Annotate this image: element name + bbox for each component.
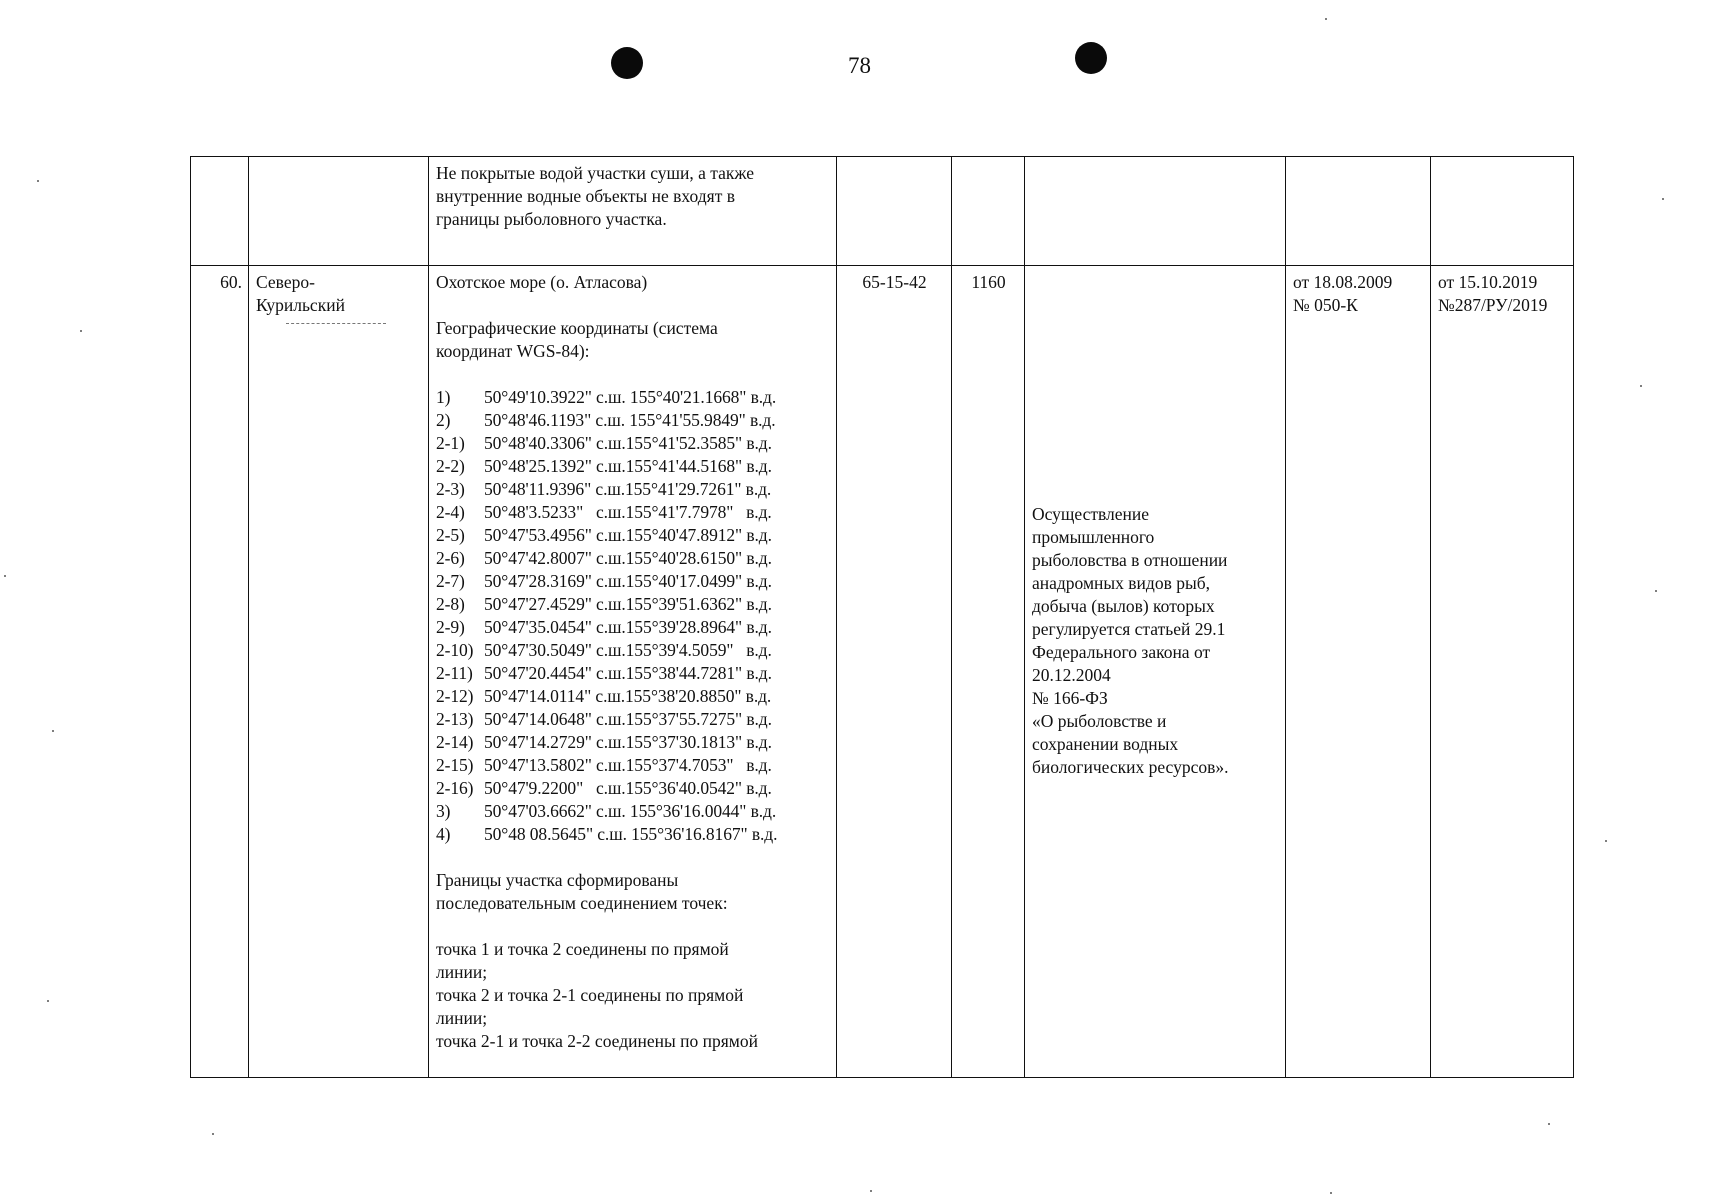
coordinate-list <box>436 386 830 846</box>
coordinate-value: 50°47'20.4454" с.ш.155°38'44.7281" в.д. <box>484 663 772 683</box>
code-cell <box>837 266 952 1078</box>
coordinate-label: 3) <box>436 801 451 821</box>
purpose-line: 20.12.2004 <box>1032 665 1111 685</box>
coordinate-row <box>436 455 830 478</box>
agreement-line: № 050-К <box>1293 295 1358 315</box>
coordinate-row <box>436 593 830 616</box>
purpose-cell <box>1025 266 1286 1078</box>
coordinate-label: 2-7) <box>436 571 465 591</box>
scan-speck <box>1655 590 1657 592</box>
scan-speck <box>47 1000 49 1002</box>
coordinate-value: 50°47'30.5049" с.ш.155°39'4.5059" в.д. <box>484 640 772 660</box>
coordinate-value: 50°48'40.3306" с.ш.155°41'52.3585" в.д. <box>484 433 772 453</box>
location-title: Охотское море (о. Атласова) <box>436 272 648 292</box>
purpose-cell <box>1025 157 1286 266</box>
coordinate-row <box>436 708 830 731</box>
description-cell <box>429 157 837 266</box>
coordinate-row <box>436 639 830 662</box>
coordinate-label: 1) <box>436 387 451 407</box>
scan-speck <box>870 1190 872 1192</box>
purpose-line: рыболовства в отношении <box>1032 550 1228 570</box>
punch-hole-right <box>1075 42 1107 74</box>
agreement-cell <box>1286 266 1431 1078</box>
coordinate-value: 50°48'11.9396" с.ш.155°41'29.7261" в.д. <box>484 479 772 499</box>
purpose-line: биологических ресурсов». <box>1032 757 1229 777</box>
coordinate-label: 2-12) <box>436 686 474 706</box>
scan-speck <box>4 575 6 577</box>
punch-hole-left <box>611 47 643 79</box>
coordinate-row <box>436 777 830 800</box>
coordinate-value: 50°47'14.0114" с.ш.155°38'20.8850" в.д. <box>484 686 772 706</box>
coordinate-value: 50°49'10.3922" с.ш. 155°40'21.1668" в.д. <box>484 387 777 407</box>
area-cell <box>952 266 1025 1078</box>
district-line: Курильский <box>256 295 345 315</box>
purpose-line: № 166-ФЗ <box>1032 688 1108 708</box>
coordinate-label: 2-5) <box>436 525 465 545</box>
coordinate-label: 2-8) <box>436 594 465 614</box>
coordinate-value: 50°48'25.1392" с.ш.155°41'44.5168" в.д. <box>484 456 772 476</box>
dashed-mark <box>286 323 386 324</box>
order-cell <box>1431 157 1574 266</box>
agreement-cell <box>1286 157 1431 266</box>
coordinate-value: 50°48'46.1193" с.ш. 155°41'55.9849" в.д. <box>484 410 776 430</box>
description-cell <box>429 266 837 1078</box>
code-cell <box>837 157 952 266</box>
coordinate-label: 2-2) <box>436 456 465 476</box>
purpose-line: добыча (вылов) которых <box>1032 596 1215 616</box>
coordinate-label: 2-6) <box>436 548 465 568</box>
area-cell <box>952 157 1025 266</box>
coordinate-row <box>436 570 830 593</box>
connection-line: точка 2-1 и точка 2-2 соединены по прямой <box>436 1031 758 1051</box>
coordinate-value: 50°47'27.4529" с.ш.155°39'51.6362" в.д. <box>484 594 772 614</box>
order-line: №287/РУ/2019 <box>1438 295 1548 315</box>
coordinate-label: 2-4) <box>436 502 465 522</box>
purpose-line: «О рыболовстве и <box>1032 711 1167 731</box>
row-index: 60. <box>220 272 242 292</box>
order-line: от 15.10.2019 <box>1438 272 1538 292</box>
district-cell <box>249 157 429 266</box>
coords-header-line: Географические координаты (система <box>436 318 718 338</box>
coordinate-label: 2-15) <box>436 755 474 775</box>
coordinate-row <box>436 524 830 547</box>
area-code: 65-15-42 <box>862 272 927 292</box>
coordinate-value: 50°47'13.5802" с.ш.155°37'4.7053" в.д. <box>484 755 772 775</box>
coordinate-value: 50°47'14.0648" с.ш.155°37'55.7275" в.д. <box>484 709 772 729</box>
purpose-line: Осуществление <box>1032 504 1150 524</box>
coordinate-row <box>436 754 830 777</box>
description-line: Не покрытые водой участки суши, а также <box>436 163 754 183</box>
scan-speck <box>1548 1123 1550 1125</box>
coordinate-row <box>436 662 830 685</box>
table-row-continuation <box>191 157 1574 266</box>
boundary-intro-line: Границы участка сформированы <box>436 870 679 890</box>
coordinate-row <box>436 800 830 823</box>
index-cell <box>191 157 249 266</box>
coordinate-row <box>436 823 830 846</box>
scan-speck <box>1330 1192 1332 1194</box>
index-cell <box>191 266 249 1078</box>
scan-speck <box>1662 198 1664 200</box>
coordinate-value: 50°47'42.8007" с.ш.155°40'28.6150" в.д. <box>484 548 772 568</box>
agreement-line: от 18.08.2009 <box>1293 272 1393 292</box>
coordinate-row <box>436 731 830 754</box>
district-cell <box>249 266 429 1078</box>
description-line: внутренние водные объекты не входят в <box>436 186 735 206</box>
boundary-intro-line: последовательным соединением точек: <box>436 893 728 913</box>
coordinate-value: 50°48'3.5233" с.ш.155°41'7.7978" в.д. <box>484 502 772 522</box>
coordinate-row <box>436 386 830 409</box>
order-cell <box>1431 266 1574 1078</box>
coordinate-value: 50°48 08.5645" с.ш. 155°36'16.8167" в.д. <box>484 824 778 844</box>
coordinate-label: 2-3) <box>436 479 465 499</box>
connection-line: линии; <box>436 962 488 982</box>
scan-speck <box>1325 18 1327 20</box>
scan-speck <box>52 730 54 732</box>
description-line: границы рыболовного участка. <box>436 209 667 229</box>
coordinate-label: 2-1) <box>436 433 465 453</box>
purpose-text <box>1032 503 1279 779</box>
fishing-area-table <box>190 156 1574 1078</box>
coordinate-value: 50°47'28.3169" с.ш.155°40'17.0499" в.д. <box>484 571 772 591</box>
coordinate-label: 2-10) <box>436 640 474 660</box>
coordinate-row <box>436 616 830 639</box>
scan-speck <box>80 330 82 332</box>
coordinate-row <box>436 501 830 524</box>
coordinate-row <box>436 547 830 570</box>
purpose-line: Федерального закона от <box>1032 642 1211 662</box>
connection-line: линии; <box>436 1008 488 1028</box>
coordinate-value: 50°47'35.0454" с.ш.155°39'28.8964" в.д. <box>484 617 772 637</box>
coordinate-row <box>436 685 830 708</box>
coordinate-label: 4) <box>436 824 451 844</box>
purpose-line: регулируется статьей 29.1 <box>1032 619 1226 639</box>
coordinate-label: 2-16) <box>436 778 474 798</box>
coordinate-label: 2) <box>436 410 451 430</box>
purpose-line: сохранении водных <box>1032 734 1179 754</box>
connection-line: точка 2 и точка 2-1 соединены по прямой <box>436 985 744 1005</box>
coordinate-value: 50°47'03.6662" с.ш. 155°36'16.0044" в.д. <box>484 801 777 821</box>
scan-speck <box>1605 840 1607 842</box>
coords-header-line: координат WGS-84): <box>436 341 590 361</box>
coordinate-value: 50°47'14.2729" с.ш.155°37'30.1813" в.д. <box>484 732 772 752</box>
coordinate-value: 50°47'53.4956" с.ш.155°40'47.8912" в.д. <box>484 525 772 545</box>
coordinate-label: 2-11) <box>436 663 473 683</box>
scan-speck <box>1640 385 1642 387</box>
scan-speck <box>212 1133 214 1135</box>
page-number: 78 <box>848 53 871 78</box>
connection-line: точка 1 и точка 2 соединены по прямой <box>436 939 729 959</box>
coordinate-value: 50°47'9.2200" с.ш.155°36'40.0542" в.д. <box>484 778 772 798</box>
purpose-line: анадромных видов рыб, <box>1032 573 1210 593</box>
coordinate-row <box>436 409 830 432</box>
table-row-60 <box>191 266 1574 1078</box>
coordinate-row <box>436 478 830 501</box>
coordinate-label: 2-14) <box>436 732 474 752</box>
scan-speck <box>37 180 39 182</box>
coordinate-label: 2-9) <box>436 617 465 637</box>
district-line: Северо- <box>256 272 315 292</box>
coordinate-label: 2-13) <box>436 709 474 729</box>
area-size: 1160 <box>971 272 1006 292</box>
purpose-line: промышленного <box>1032 527 1155 547</box>
coordinate-row <box>436 432 830 455</box>
